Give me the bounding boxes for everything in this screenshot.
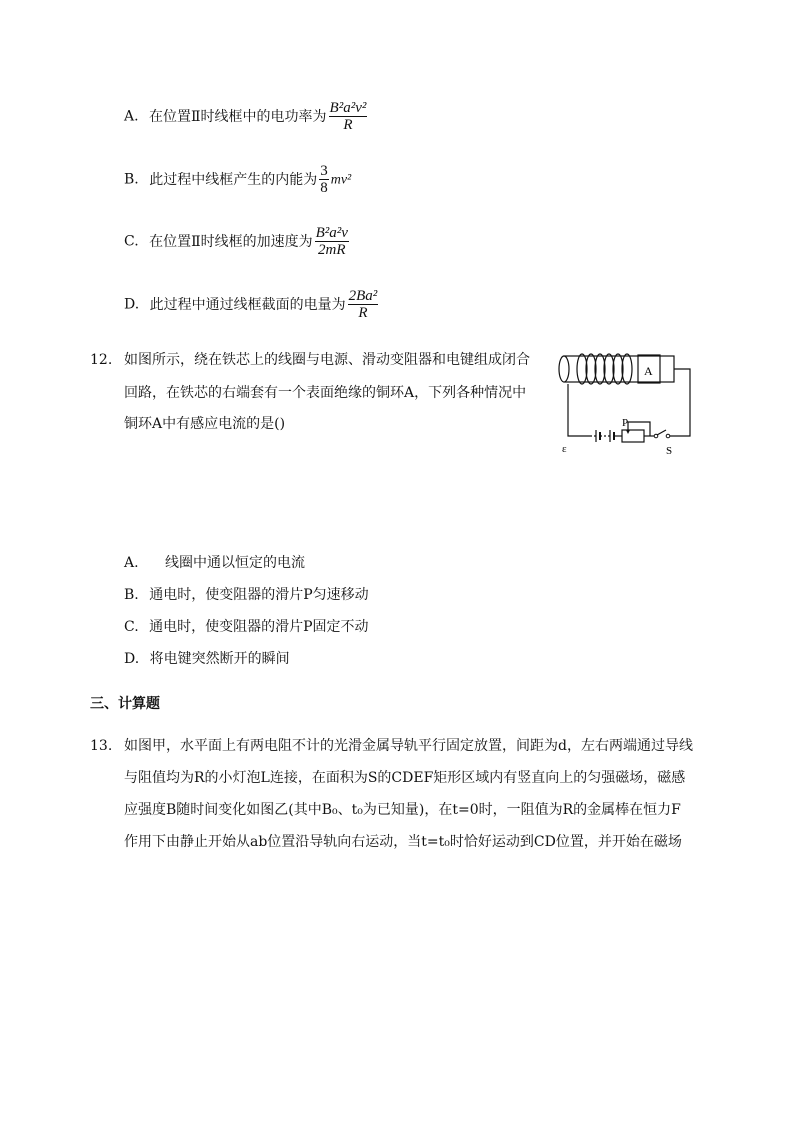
fraction: $\frac{3}{8}$ xyxy=(320,163,328,196)
option-tail: mv² xyxy=(330,172,352,188)
ring-label: A xyxy=(644,364,653,378)
coil-circuit-figure xyxy=(550,346,700,458)
q13-number: 13. xyxy=(90,738,113,754)
q11-option-d xyxy=(124,288,380,321)
fraction: $\frac{\text{2Ba²}}{R}$ xyxy=(348,288,378,321)
option-label: A. xyxy=(124,108,139,125)
fraction: $\frac{\text{B²a²v}}{2mR}$ xyxy=(315,225,348,258)
switch-label: S xyxy=(666,445,673,457)
option-text: 在位置Ⅱ时线框的加速度为 xyxy=(149,233,313,250)
emf-label: ε xyxy=(562,443,567,455)
option-text: 通电时，使变阻器的滑片P匀速移动 xyxy=(149,587,369,603)
option-label: B. xyxy=(124,587,139,603)
slider-label: P xyxy=(622,417,629,429)
option-text: 在位置Ⅱ时线框中的电功率为 xyxy=(149,108,327,125)
q12-number: 12. xyxy=(90,352,113,368)
q13-stem-line-4: 作用下由静止开始从ab位置沿导轨向右运动，当t=t₀时恰好运动到CD位置，并开始在磁场 xyxy=(124,834,682,850)
option-text: 此过程中通过线框截面的电量为 xyxy=(149,296,346,313)
q13-stem-line-2: 与阻值均为R的小灯泡L连接，在面积为S的CDEF矩形区域内有竖直向上的匀强磁场，磁感 xyxy=(124,770,686,786)
option-label: D. xyxy=(124,651,140,667)
q12-option-a xyxy=(124,553,305,573)
q11-option-b xyxy=(124,163,351,196)
q12-option-d xyxy=(124,649,290,669)
q12-option-b xyxy=(124,585,369,605)
option-text: 线圈中通以恒定的电流 xyxy=(165,555,306,571)
q13-stem-line-3: 应强度B随时间变化如图乙(其中B₀、t₀为已知量)，在t=0时，一阻值为R的金属棒在恒力F xyxy=(124,802,681,818)
option-text: 将电键突然断开的瞬间 xyxy=(149,651,290,667)
option-text: 通电时，使变阻器的滑片P固定不动 xyxy=(149,619,369,635)
option-label: B. xyxy=(124,171,139,188)
q12-stem-line-1: 如图所示，绕在铁芯上的线圈与电源、滑动变阻器和电键组成闭合 xyxy=(124,352,530,368)
fraction: $\frac{\text{B²a²v²}}{R}$ xyxy=(329,100,367,133)
option-text: 此过程中线框产生的内能为 xyxy=(149,171,318,188)
q11-option-a xyxy=(124,100,369,133)
option-label: D. xyxy=(124,296,140,313)
option-label: C. xyxy=(124,619,139,635)
option-label: C. xyxy=(124,233,139,250)
q12-stem-line-2: 回路，在铁芯的右端套有一个表面绝缘的铜环A，下列各种情况中 xyxy=(124,385,527,401)
q12-option-c xyxy=(124,617,369,637)
q12-stem-line-3: 铜环A中有感应电流的是() xyxy=(124,416,286,432)
q11-option-c xyxy=(124,225,351,258)
option-label: A. xyxy=(124,555,139,571)
q13-stem-line-1: 如图甲，水平面上有两电阻不计的光滑金属导轨平行固定放置，间距为d，左右两端通过导线 xyxy=(124,738,693,754)
section-title: 三、计算题 xyxy=(90,696,160,712)
